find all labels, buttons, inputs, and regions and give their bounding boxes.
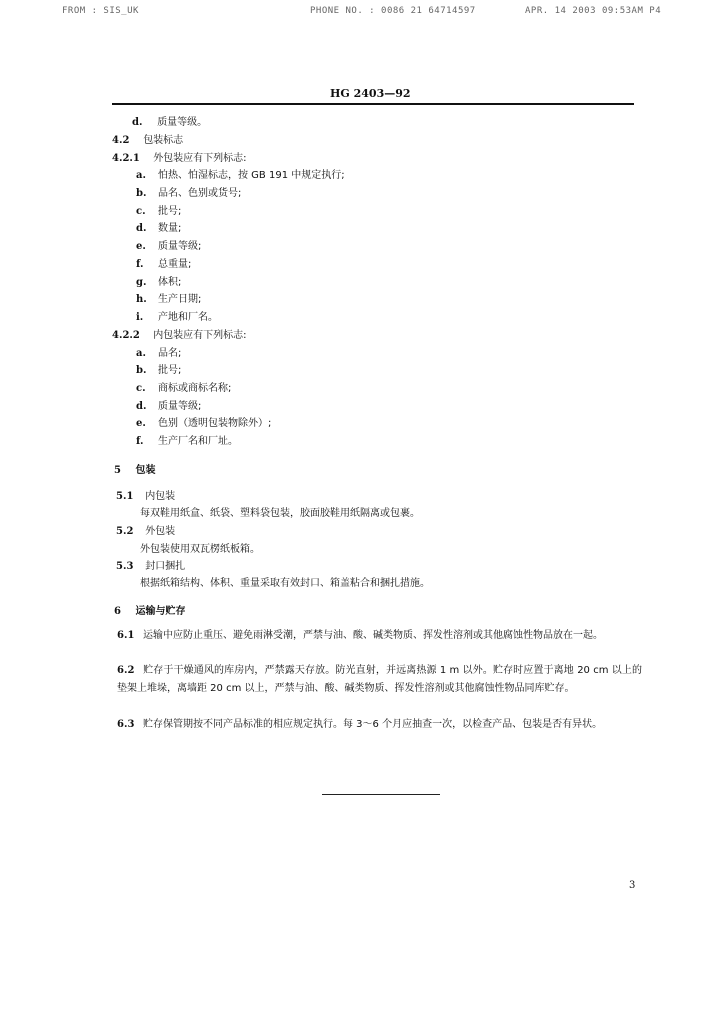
section-title: 运输与贮存 [135,606,186,617]
paragraph-text: 运输中应防止重压、避免雨淋受潮，严禁与油、酸、碱类物质、挥发性溶剂或其他腐蚀性物品放在一起。 [143,630,603,641]
section-number: 4.2 [112,135,130,146]
list-item [136,311,218,325]
paragraph [117,627,642,645]
section-title: 包装标志 [143,135,184,146]
item-text: 商标或商标名称; [158,383,232,394]
section-number: 6 [114,606,121,617]
item-letter: d. [132,117,143,128]
item-letter: e. [136,241,146,252]
item-text: 色别（透明包装物除外）; [158,418,272,429]
section-number: 5.2 [116,526,134,537]
section-number: 5 [114,465,121,476]
section-number: 4.2.2 [112,330,140,341]
item-text: 品名、色别或货号; [158,188,242,199]
paragraph: 根据纸箱结构、体积、重量采取有效封口、箱盖粘合和捆扎措施。 [140,578,430,589]
item-letter: f. [136,259,144,270]
section-number: 5.1 [116,491,134,502]
section-number: 6.3 [117,719,135,730]
item-text: 怕热、怕湿标志，按 GB 191 中规定执行; [158,170,345,181]
item-text: 质量等级; [158,401,202,412]
page-number: 3 [629,880,636,891]
section-title: 内包装 [145,491,176,502]
item-text: 生产厂名和厂址。 [158,436,238,447]
list-item [136,417,271,431]
section-heading [112,134,183,148]
list-item [136,187,241,201]
section-heading [114,605,185,619]
item-text: 质量等级; [158,241,202,252]
item-text: 数量; [158,223,182,234]
section-title: 外包装应有下列标志: [153,153,247,164]
list-item [136,240,201,254]
fax-phone-number: PHONE NO. : 0086 21 64714597 [310,6,476,16]
paragraph [117,716,642,734]
list-item [136,347,181,361]
item-letter: i. [136,312,144,323]
list-item [136,258,191,272]
item-letter: a. [136,348,146,359]
section-number: 6.2 [117,665,135,676]
item-text: 质量等级。 [157,117,208,128]
paragraph-text: 贮存保管期按不同产品标准的相应规定执行。每 3～6 个月应抽查一次，以检查产品、包装是否有异状。 [143,719,603,730]
section-title: 内包装应有下列标志: [153,330,247,341]
list-item [136,364,181,378]
section-title: 包装 [135,465,156,476]
item-letter: g. [136,277,147,288]
paragraph: 每双鞋用纸盒、纸袋、塑料袋包装，胶面胶鞋用纸隔离或包裹。 [140,508,420,519]
item-letter: b. [136,365,147,376]
section-heading [112,329,247,343]
list-item [136,205,181,219]
item-letter: e. [136,418,146,429]
list-item [132,116,207,130]
item-text: 批号; [158,206,182,217]
section-number: 4.2.1 [112,153,140,164]
section-number: 6.1 [117,630,135,641]
section-title: 封口捆扎 [145,561,186,572]
list-item [136,435,238,449]
item-letter: d. [136,223,147,234]
end-divider [322,794,440,795]
list-item [136,382,231,396]
item-text: 体积; [158,277,182,288]
item-letter: h. [136,294,147,305]
item-text: 生产日期; [158,294,202,305]
section-heading [116,490,175,504]
section-heading [116,525,175,539]
list-item [136,293,201,307]
item-letter: b. [136,188,147,199]
list-item [136,222,181,236]
item-text: 总重量; [158,259,192,270]
item-letter: d. [136,401,147,412]
list-item [136,169,345,183]
standard-number: HG 2403—92 [330,87,411,100]
paragraph: 外包装使用双瓦楞纸板箱。 [140,544,260,555]
list-item [136,400,201,414]
paragraph-text: 贮存于干燥通风的库房内，严禁露天存放。防光直射，并远离热源 1 m 以外。贮存时应置于离地 20 cm 以上的垫架上堆垛，离墙距 20 cm 以上，严禁与油、酸、碱类物质、挥发性溶剂或其他腐蚀性物品同库贮存。 [117,665,642,694]
section-heading [114,464,155,478]
section-heading [112,152,247,166]
fax-date-page: APR. 14 2003 09:53AM P4 [525,6,662,16]
item-letter: a. [136,170,146,181]
section-number: 5.3 [116,561,134,572]
item-letter: f. [136,436,144,447]
item-text: 品名; [158,348,182,359]
list-item [136,276,181,290]
fax-sender: FROM : SIS_UK [62,6,139,16]
paragraph [117,662,642,698]
section-title: 外包装 [145,526,176,537]
section-heading [116,560,185,574]
item-text: 产地和厂名。 [158,312,218,323]
item-letter: c. [136,383,146,394]
header-divider [112,103,634,105]
item-text: 批号; [158,365,182,376]
item-letter: c. [136,206,146,217]
